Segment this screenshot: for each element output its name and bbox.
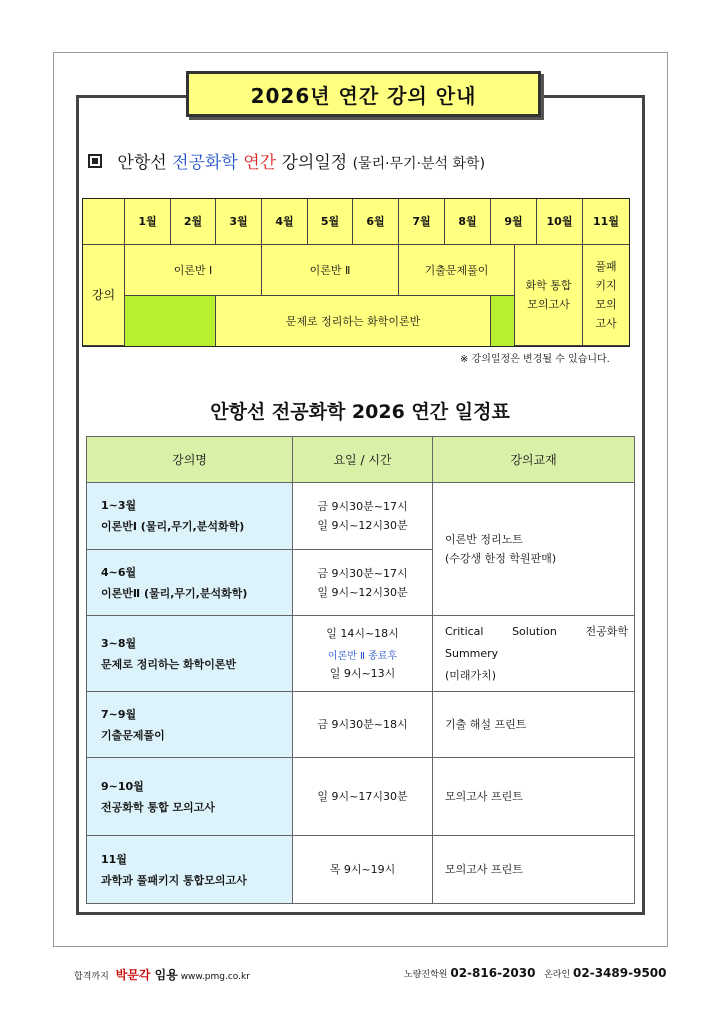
- block-past-exams: 기출문제풀이: [399, 245, 515, 296]
- course-period: 1~3월: [101, 499, 137, 512]
- book-line: Summery: [445, 646, 499, 660]
- subtitle-scope: (물리·무기·분석 화학): [352, 156, 486, 172]
- grid-corner: [83, 199, 125, 245]
- book-word: Solution: [512, 624, 557, 638]
- course-name: 이론반Ⅱ (물리,무기,분석화학): [101, 586, 248, 600]
- table-header-row: [87, 437, 635, 483]
- month-header: 10월: [537, 199, 583, 245]
- table-row: [87, 692, 635, 758]
- schedule-table: [86, 436, 635, 904]
- time-line: 일 9시~13시: [329, 667, 396, 680]
- month-header: 2월: [171, 199, 216, 245]
- footer-contacts: [404, 966, 667, 980]
- book-word: Critical: [445, 624, 484, 638]
- book-line: (미래가치): [445, 668, 497, 682]
- book-line: (수강생 한정 학원판매): [445, 552, 557, 565]
- time-cell: 일 9시~17시30분: [293, 758, 433, 836]
- book-cell: [433, 616, 635, 692]
- time-cell: [293, 616, 433, 692]
- table-row: [87, 616, 635, 692]
- book-word: 전공화학: [585, 624, 628, 638]
- course-cell: [87, 616, 293, 692]
- online-label: 온라인: [544, 970, 571, 980]
- time-note: 이론반 Ⅱ 종료후: [327, 651, 398, 662]
- month-header: 8월: [445, 199, 491, 245]
- schedule-title: 안항선 전공화학 2026 연간 일정표: [210, 401, 510, 423]
- header-course: 강의명: [87, 437, 293, 483]
- brand-logo-b: 문각: [127, 968, 151, 982]
- time-cell: [293, 483, 433, 550]
- subtitle-schedule: 강의일정: [281, 153, 348, 173]
- time-cell: 목 9시~19시: [293, 836, 433, 904]
- footer-website[interactable]: www.pmg.co.kr: [180, 972, 250, 982]
- course-period: 4~6월: [101, 565, 137, 579]
- brand-logo-c: 임용: [154, 968, 178, 982]
- header-time: 요일 / 시간: [293, 437, 433, 483]
- row-label: 강의: [83, 245, 125, 346]
- academy-label: 노량진학원: [404, 970, 448, 980]
- course-name: 과학과 풀패키지 통합모의고사: [101, 873, 247, 887]
- table-row: [87, 483, 635, 550]
- month-header: 1월: [125, 199, 171, 245]
- time-line: 일 9시~12시30분: [317, 585, 408, 599]
- course-name: 문제로 정리하는 화학이론반: [101, 657, 237, 671]
- time-cell: 금 9시30분~18시: [293, 692, 433, 758]
- book-line: 이론반 정리노트: [445, 533, 523, 546]
- block-green-left: [125, 296, 216, 346]
- subtitle: [88, 148, 485, 173]
- online-phone[interactable]: 02-3489-9500: [573, 966, 667, 980]
- footer-slogan: 합격까지: [74, 972, 109, 982]
- course-cell: [87, 550, 293, 616]
- block-package-mock: 풀패 키지 모의 고사: [583, 245, 629, 346]
- table-row: [87, 836, 635, 904]
- month-header: 11월: [583, 199, 629, 245]
- yearly-grid: [82, 198, 630, 347]
- course-period: 9~10월: [101, 779, 144, 793]
- course-name: 기출문제풀이: [101, 728, 165, 742]
- subtitle-subject: 전공화학: [172, 153, 238, 173]
- time-line: 일 14시~18시: [326, 627, 399, 640]
- month-header: 3월: [216, 199, 262, 245]
- subtitle-instructor: 안항선: [117, 153, 167, 173]
- brand-logo: [116, 966, 178, 983]
- course-period: 7~9월: [101, 707, 137, 721]
- footer-brand: [74, 966, 250, 983]
- header-book: 강의교재: [433, 437, 635, 483]
- course-cell: [87, 836, 293, 904]
- book-cell-shared: [433, 483, 635, 616]
- block-theory-2: 이론반 Ⅱ: [262, 245, 399, 296]
- block-integrated-mock: 화학 통합 모의고사: [515, 245, 583, 346]
- academy-phone[interactable]: 02-816-2030: [450, 966, 536, 980]
- time-line: 금 9시30분~17시: [317, 500, 408, 513]
- table-row: [87, 758, 635, 836]
- month-header: 6월: [353, 199, 399, 245]
- brand-logo-a: 박: [115, 968, 128, 982]
- course-period: 11월: [101, 852, 127, 866]
- course-cell: [87, 483, 293, 550]
- course-period: 3~8월: [101, 636, 137, 650]
- time-cell: [293, 550, 433, 616]
- schedule-note: ※ 강의일정은 변경될 수 있습니다.: [460, 354, 610, 365]
- time-line: 금 9시30분~17시: [317, 566, 408, 580]
- course-cell: [87, 758, 293, 836]
- month-header: 7월: [399, 199, 445, 245]
- book-cell: 모의고사 프린트: [433, 836, 635, 904]
- block-green-right: [491, 296, 515, 346]
- month-header: 4월: [262, 199, 308, 245]
- book-cell: 기출 해설 프린트: [433, 692, 635, 758]
- block-problem-theory: 문제로 정리하는 화학이론반: [216, 296, 491, 346]
- time-line: 일 9시~12시30분: [317, 519, 408, 532]
- subtitle-annual: 연간: [243, 153, 277, 173]
- course-cell: [87, 692, 293, 758]
- banner-title: 2026년 연간 강의 안내: [186, 71, 541, 117]
- square-bullet-icon: [88, 154, 102, 168]
- month-header: 5월: [308, 199, 353, 245]
- month-header: 9월: [491, 199, 537, 245]
- block-theory-1: 이론반 Ⅰ: [125, 245, 262, 296]
- course-name: 이론반Ⅰ (물리,무기,분석화학): [101, 520, 245, 533]
- course-name: 전공화학 통합 모의고사: [101, 800, 215, 814]
- book-cell: 모의고사 프린트: [433, 758, 635, 836]
